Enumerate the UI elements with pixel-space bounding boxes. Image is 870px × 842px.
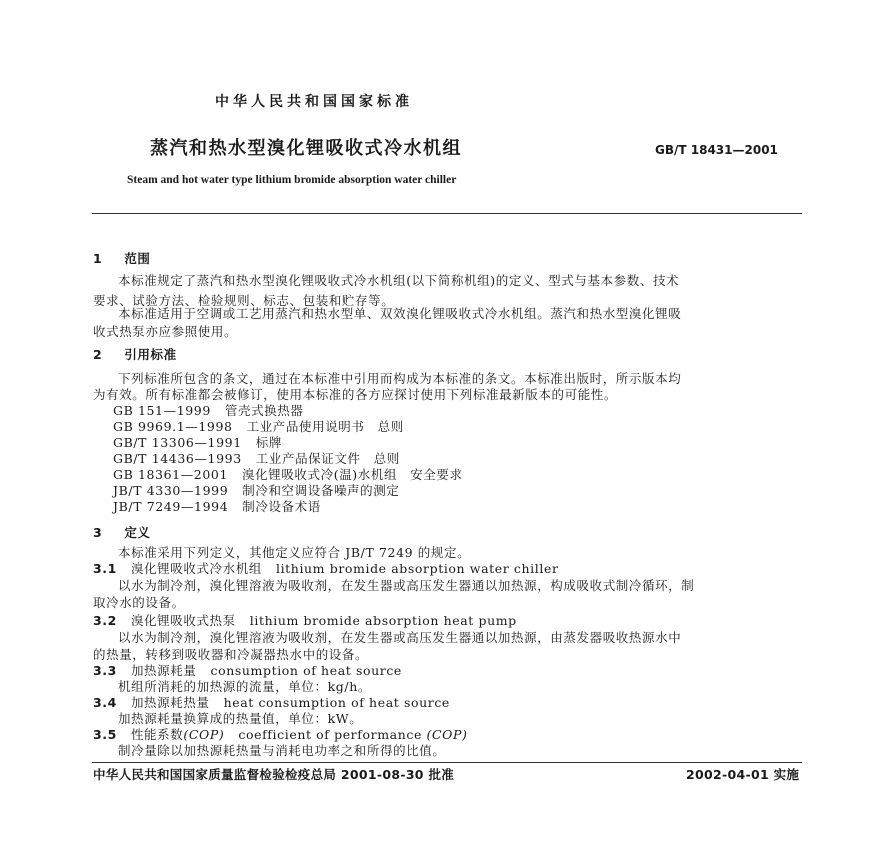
definition-body: 以水为制冷剂，溴化锂溶液为吸收剂，在发生器或高压发生器通以加热源，由蒸发器吸收热源水中 — [118, 630, 682, 645]
section-2-heading: 2 引用标准 — [93, 347, 177, 362]
section-1-para-1-cont: 要求、试验方法、检验规则、标志、包装和贮存等。 — [93, 293, 395, 308]
definition-heading: 3.4 加热源耗热量 heat consumption of heat source — [93, 695, 450, 710]
definition-body: 机组所消耗的加热源的流量，单位：kg/h。 — [118, 679, 371, 694]
effective-date: 2002-04-01 实施 — [686, 767, 800, 782]
section-2-para: 下列标准所包含的条文，通过在本标准中引用而构成为本标准的条文。本标准出版时，所示版本均 — [118, 371, 682, 386]
definition-heading: 3.1 溴化锂吸收式冷水机组 lithium bromide absorption water chiller — [93, 561, 559, 576]
section-1-heading: 1 范围 — [93, 251, 151, 266]
section-3-heading: 3 定义 — [93, 525, 151, 540]
standard-code: GB/T 18431—2001 — [655, 143, 778, 157]
reference-item: GB 9969.1—1998 工业产品使用说明书 总则 — [113, 419, 404, 434]
definition-body: 以水为制冷剂，溴化锂溶液为吸收剂，在发生器或高压发生器通以加热源，构成吸收式制冷循环，制 — [118, 578, 695, 593]
definition-heading: 3.5 性能系数(COP) coefficient of performance (COP) — [93, 727, 468, 742]
definition-body-cont: 的热量，转移到吸收器和冷凝器热水中的设备。 — [93, 647, 369, 662]
section-1-para-1: 本标准规定了蒸汽和热水型溴化锂吸收式冷水机组(以下简称机组)的定义、型式与基本参数、技术 — [118, 273, 680, 288]
approval-note: 中华人民共和国国家质量监督检验检疫总局 2001-08-30 批准 — [93, 767, 455, 782]
section-2-para-cont: 为有效。所有标准都会被修订，使用本标准的各方应探讨使用下列标准最新版本的可能性。 — [93, 387, 618, 402]
reference-item: GB 151—1999 管壳式换热器 — [113, 403, 304, 418]
reference-item: JB/T 7249—1994 制冷设备术语 — [113, 499, 321, 514]
reference-item: GB/T 13306—1991 标牌 — [113, 435, 282, 450]
definition-heading: 3.2 溴化锂吸收式热泵 lithium bromide absorption heat pump — [93, 613, 517, 628]
definition-body: 制冷量除以加热源耗热量与消耗电功率之和所得的比值。 — [118, 743, 446, 758]
definition-body-cont: 取冷水的设备。 — [93, 595, 185, 610]
footer-divider — [92, 762, 802, 763]
section-1-para-2: 本标准适用于空调或工艺用蒸汽和热水型单、双效溴化锂吸收式冷水机组。蒸汽和热水型溴化锂吸 — [118, 306, 682, 321]
definition-body: 加热源耗量换算成的热量值，单位：kW。 — [118, 711, 363, 726]
reference-item: JB/T 4330—1999 制冷和空调设备噪声的测定 — [113, 483, 400, 498]
reference-item: GB/T 14436—1993 工业产品保证文件 总则 — [113, 451, 400, 466]
section-1-para-2-cont: 收式热泵亦应参照使用。 — [93, 324, 238, 339]
header-divider — [92, 213, 802, 214]
standard-type: 中华人民共和国国家标准 — [215, 94, 413, 110]
reference-item: GB 18361—2001 溴化锂吸收式冷(温)水机组 安全要求 — [113, 467, 463, 482]
document-title-cn: 蒸汽和热水型溴化锂吸收式冷水机组 — [150, 138, 462, 159]
section-3-intro: 本标准采用下列定义，其他定义应符合 JB/T 7249 的规定。 — [118, 545, 471, 560]
definition-heading: 3.3 加热源耗量 consumption of heat source — [93, 663, 402, 678]
document-title-en: Steam and hot water type lithium bromide absorption water chiller — [127, 174, 457, 186]
